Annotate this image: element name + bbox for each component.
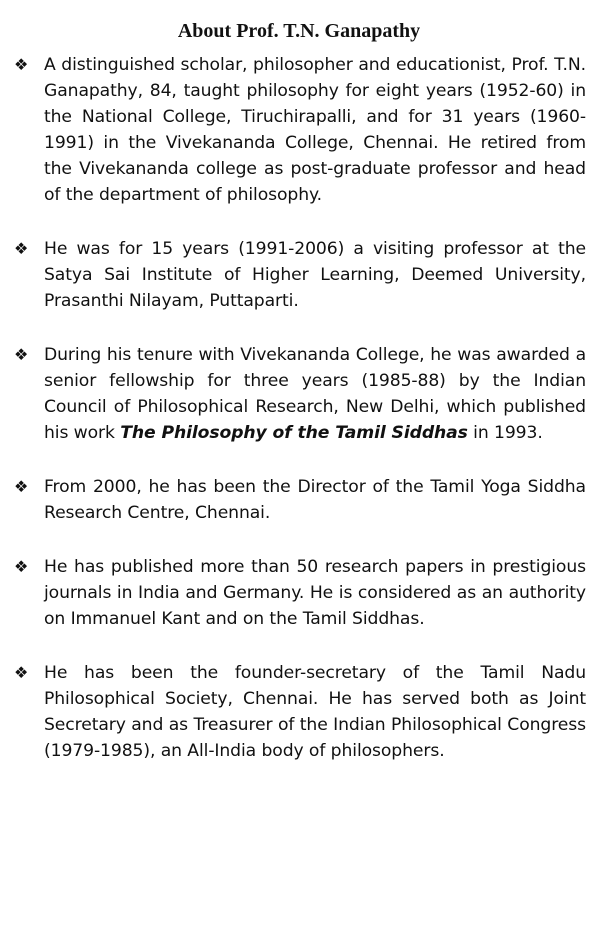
diamond-cluster-icon: ❖ [14, 557, 29, 576]
diamond-cluster-icon: ❖ [14, 55, 29, 74]
book-title: The Philosophy of the Tamil Siddhas [120, 423, 468, 443]
list-item-text [44, 342, 586, 446]
list-item-text: He was for 15 years (1991-2006) a visiting professor at the Satya Sai Institute of Higher Learning, Deemed University, Prasanthi Nilayam, Puttaparti. [44, 239, 586, 311]
biography-list [12, 52, 586, 764]
page-title: About Prof. T.N. Ganapathy [177, 20, 421, 42]
list-item-text: From 2000, he has been the Director of the Tamil Yoga Siddha Research Centre, Chennai. [44, 477, 586, 523]
diamond-cluster-icon: ❖ [14, 663, 29, 682]
list-item [12, 474, 586, 526]
list-item-text: A distinguished scholar, philosopher and educationist, Prof. T.N. Ganapathy, 84, taught philosophy for eight years (1952-60) in the National College, Tiruchirapalli, and for 31 years (1960-1991) in the Vivekananda College, Chennai. He retired from the Vivekananda college as post-graduate professor and head of the department of philosophy. [44, 55, 586, 205]
text-segment: in 1993. [467, 423, 543, 443]
diamond-cluster-icon: ❖ [14, 345, 29, 364]
list-item-text: He has published more than 50 research papers in prestigious journals in India and Germany. He is considered as an authority on Immanuel Kant and on the Tamil Siddhas. [44, 557, 586, 629]
diamond-cluster-icon: ❖ [14, 477, 29, 496]
diamond-cluster-icon: ❖ [14, 239, 29, 258]
list-item [12, 660, 586, 764]
list-item [12, 236, 586, 314]
list-item [12, 342, 586, 446]
text-segment: During his tenure with Vivekananda College, he was awarded a senior fellowship for three years (1985-88) by the Indian Council of Philosophical Research, New Delhi, which published his work [44, 345, 586, 443]
list-item [12, 554, 586, 632]
list-item [12, 52, 586, 208]
list-item-text: He has been the founder-secretary of the Tamil Nadu Philosophical Society, Chennai. He has served both as Joint Secretary and as Treasurer of the Indian Philosophical Congress (1979-1985), an All-India body of philosophers. [44, 663, 586, 761]
